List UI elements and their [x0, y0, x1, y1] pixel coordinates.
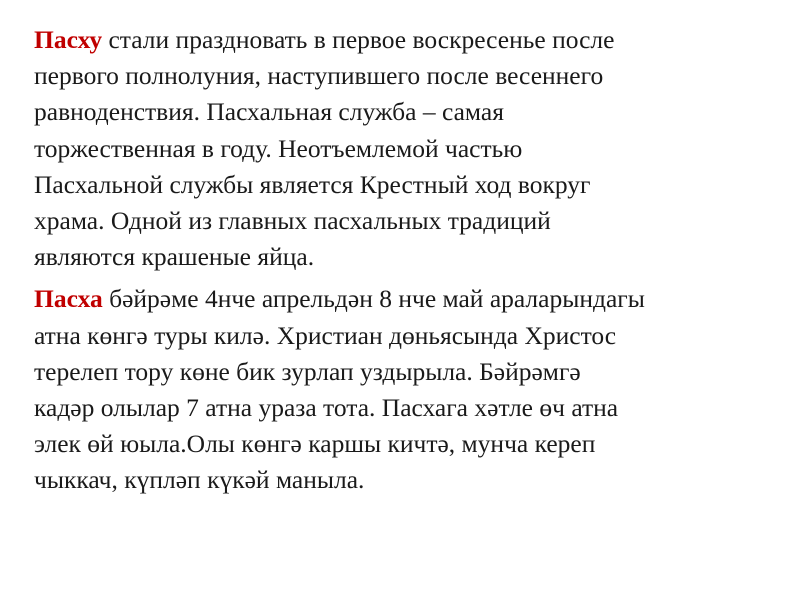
- line-text: стали праздновать в первое воскресенье после: [102, 25, 615, 54]
- paragraph-line: первого полнолуния, наступившего после весеннего: [34, 61, 604, 91]
- paragraph-line: торжественная в году. Неотъемлемой частью: [34, 133, 523, 163]
- paragraph-line: [34, 281, 784, 317]
- highlighted-word: Пасха: [34, 284, 103, 314]
- highlighted-word: Пасху: [34, 25, 103, 54]
- paragraph-line: атна көнгә туры килә. Христиан дөньясында Христос: [34, 320, 617, 350]
- russian-paragraph: [34, 22, 784, 275]
- tatar-paragraph: [34, 281, 784, 498]
- paragraph-line: кадәр олылар 7 атна ураза тота. Пасхага хәтле өч атна: [34, 393, 619, 423]
- paragraph-line: [34, 22, 784, 58]
- line-text: бәйрәме 4нче апрельдән 8 нче май араларындагы: [102, 284, 645, 314]
- paragraph-line: чыккач, күпләп күкәй манылa.: [34, 465, 365, 495]
- paragraph-line: Пасхальной службы является Крестный ход вокруг: [34, 169, 591, 199]
- slide-text-body: [34, 22, 784, 499]
- paragraph-line: элек өй юыла.Олы көнгә каршы кичтә, мунча кереп: [34, 429, 596, 459]
- paragraph-line: храма. Одной из главных пасхальных традиций: [34, 206, 551, 236]
- paragraph-line: равноденствия. Пасхальная служба – самая: [34, 97, 504, 127]
- paragraph-line: являются крашеные яйца.: [34, 242, 315, 272]
- paragraph-line: терелеп тору көне бик зурлап уздырыла. Бәйрәмгә: [34, 356, 581, 386]
